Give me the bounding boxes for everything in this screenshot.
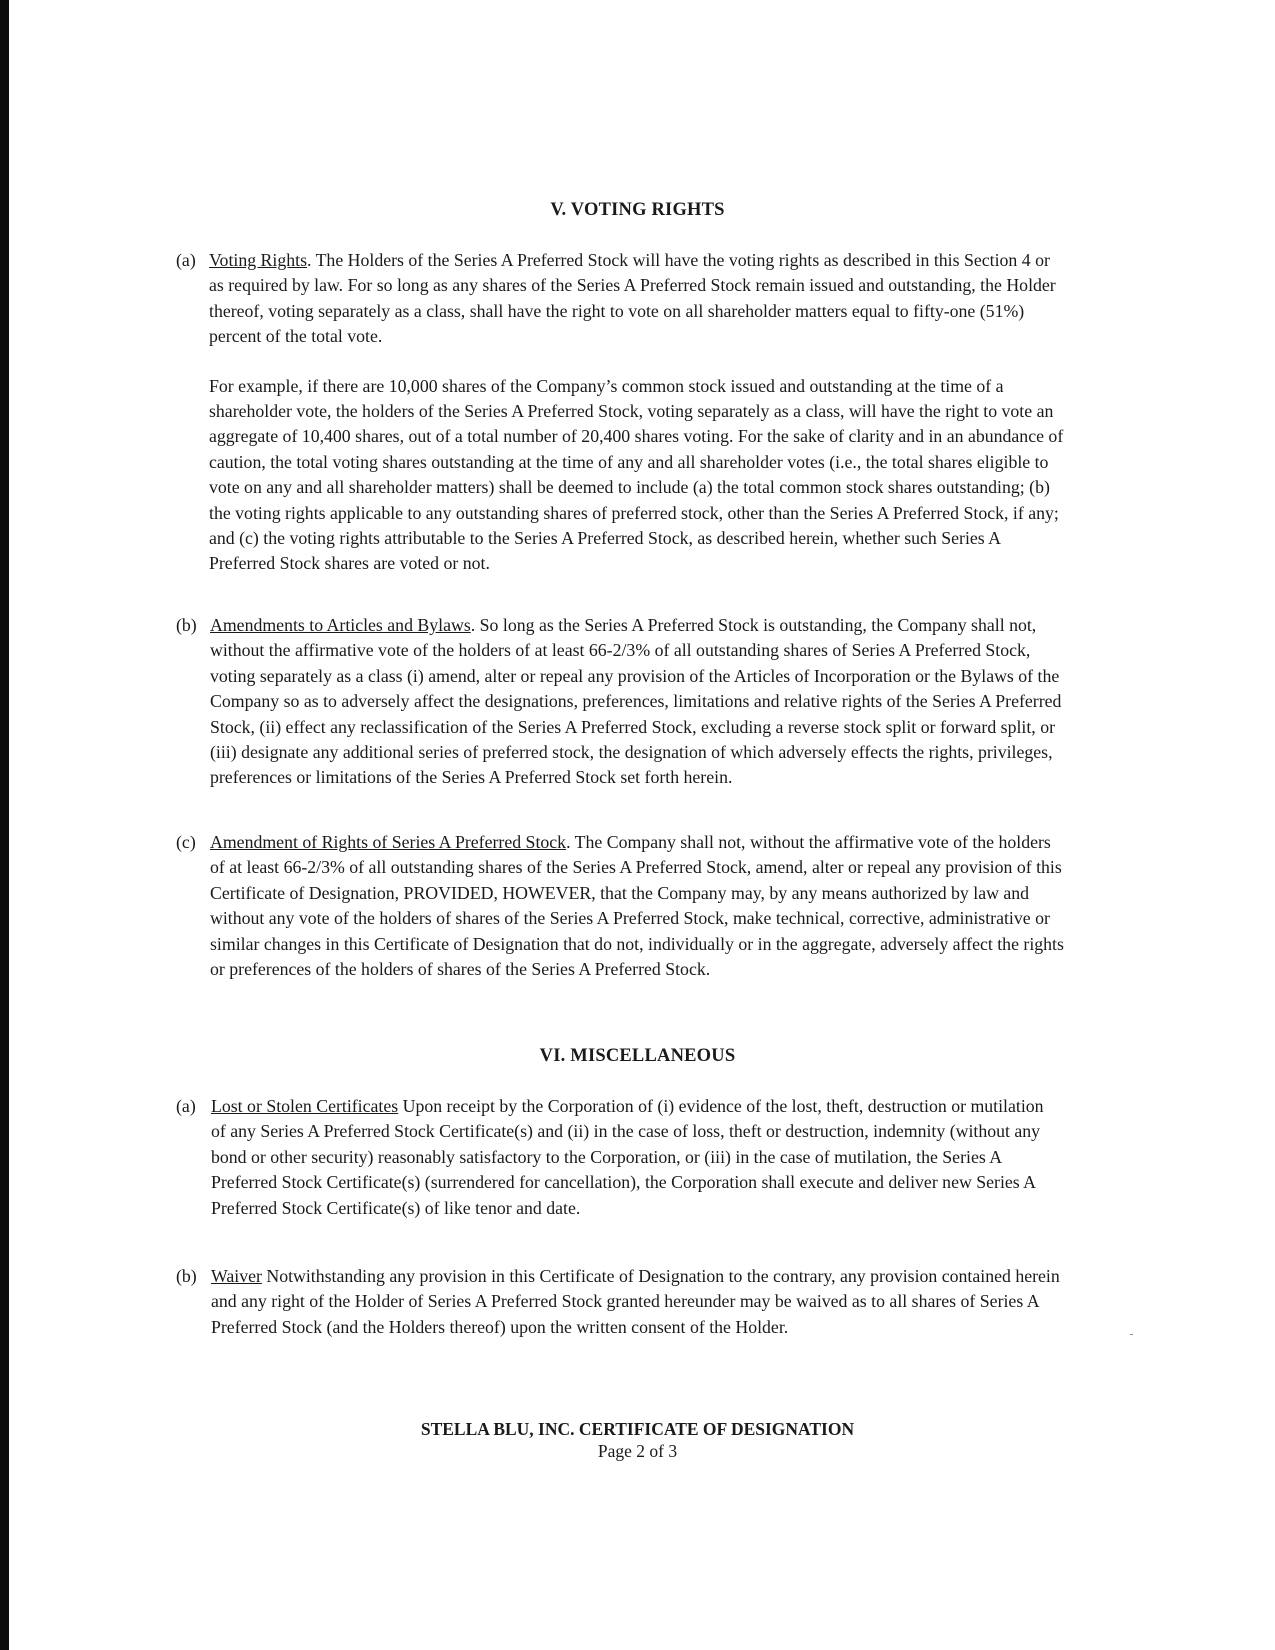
clause-6b-body	[211, 1264, 1061, 1340]
clause-5c-label: (c)	[176, 832, 196, 852]
clause-5a-label: (a)	[176, 250, 196, 270]
section-6-heading: VI. MISCELLANEOUS	[539, 1046, 736, 1066]
page-footer	[0, 1418, 1275, 1462]
clause-5b-body	[210, 613, 1070, 791]
clause-6b-text: Notwithstanding any provision in this Certificate of Designation to the contrary, any provision contained herein and any right of the Holder of Series A Preferred Stock granted hereunder may be waived as to all shares of Series A Preferred Stock (and the Holders thereof) upon the written consent of the Holder.	[211, 1266, 1060, 1337]
clause-5b-text: . So long as the Series A Preferred Stock is outstanding, the Company shall not, without the affirmative vote of the holders of at least 66-2/3% of all outstanding shares of Series A Preferred Stock, voting separately as a class (i) amend, alter or repeal any provision of the Articles of Incorporation or the Bylaws of the Company so as to adversely affect the designations, preferences, limitations and relative rights of the Series A Preferred Stock, (ii) effect any reclassification of the Series A Preferred Stock, excluding a reverse stock split or forward split, or (iii) designate any additional series of preferred stock, the designation of which adversely effects the rights, privileges, preferences or limitations of the Series A Preferred Stock set forth herein.	[210, 615, 1062, 788]
clause-5a-body	[209, 248, 1069, 577]
section-5-heading: V. VOTING RIGHTS	[550, 200, 725, 220]
clause-5a-text: . The Holders of the Series A Preferred Stock will have the voting rights as described in this Section 4 or as required by law. For so long as any shares of the Series A Preferred Stock remain issued and outstanding, the Holder thereof, voting separately as a class, shall have the right to vote on all shareholder matters equal to fifty-one (51%) percent of the total vote.	[209, 250, 1056, 347]
clause-6a-label: (a)	[176, 1096, 196, 1116]
clause-6a-text: Upon receipt by the Corporation of (i) evidence of the lost, theft, destruction or mutilation of any Series A Preferred Stock Certificate(s) and (ii) in the case of loss, theft or destruction, indemnity (without any bond or other security) reasonably satisfactory to the Corporation, or (iii) in the case of mutilation, the Series A Preferred Stock Certificate(s) (surrendered for cancellation), the Corporation shall execute and deliver new Series A Preferred Stock Certificate(s) of like tenor and date.	[211, 1096, 1044, 1218]
clause-5b-label: (b)	[176, 615, 197, 635]
clause-5b-title: Amendments to Articles and Bylaws	[210, 615, 471, 635]
clause-6a-body	[211, 1094, 1061, 1221]
scan-speck	[1130, 1334, 1133, 1335]
clause-6b-label: (b)	[176, 1266, 197, 1286]
clause-5c-text: . The Company shall not, without the affirmative vote of the holders of at least 66-2/3% of all outstanding shares of the Series A Preferred Stock, amend, alter or repeal any provision of this Certificate of Designation, PROVIDED, HOWEVER, that the Company may, by any means authorized by law and without any vote of the holders of shares of the Series A Preferred Stock, make technical, corrective, administrative or similar changes in this Certificate of Designation that do not, individually or in the aggregate, adversely affect the rights or preferences of the holders of shares of the Series A Preferred Stock.	[210, 832, 1064, 980]
footer-document-title: STELLA BLU, INC. CERTIFICATE OF DESIGNATION	[420, 1419, 855, 1439]
clause-5a-title: Voting Rights	[209, 250, 307, 270]
clause-5a-paragraph-2: For example, if there are 10,000 shares of the Company’s common stock issued and outstanding at the time of a shareholder vote, the holders of the Series A Preferred Stock, voting separately as a class, will have the right to vote an aggregate of 10,400 shares, out of a total number of 20,400 shares voting. For the sake of clarity and in an abundance of caution, the total voting shares outstanding at the time of any and all shareholder votes (i.e., the total shares eligible to vote on any and all shareholder matters) shall be deemed to include (a) the total common stock shares outstanding; (b) the voting rights applicable to any outstanding shares of preferred stock, other than the Series A Preferred Stock, if any; and (c) the voting rights attributable to the Series A Preferred Stock, as described herein, whether such Series A Preferred Stock shares are voted or not.	[209, 375, 1064, 574]
clause-6b-title: Waiver	[211, 1266, 262, 1286]
clause-6a-title: Lost or Stolen Certificates	[211, 1096, 399, 1116]
clause-5a-paragraph-1	[209, 248, 1069, 350]
clause-5c-body	[210, 830, 1070, 982]
clause-5c-title: Amendment of Rights of Series A Preferred Stock	[210, 832, 567, 852]
footer-page-number: Page 2 of 3	[597, 1441, 678, 1461]
